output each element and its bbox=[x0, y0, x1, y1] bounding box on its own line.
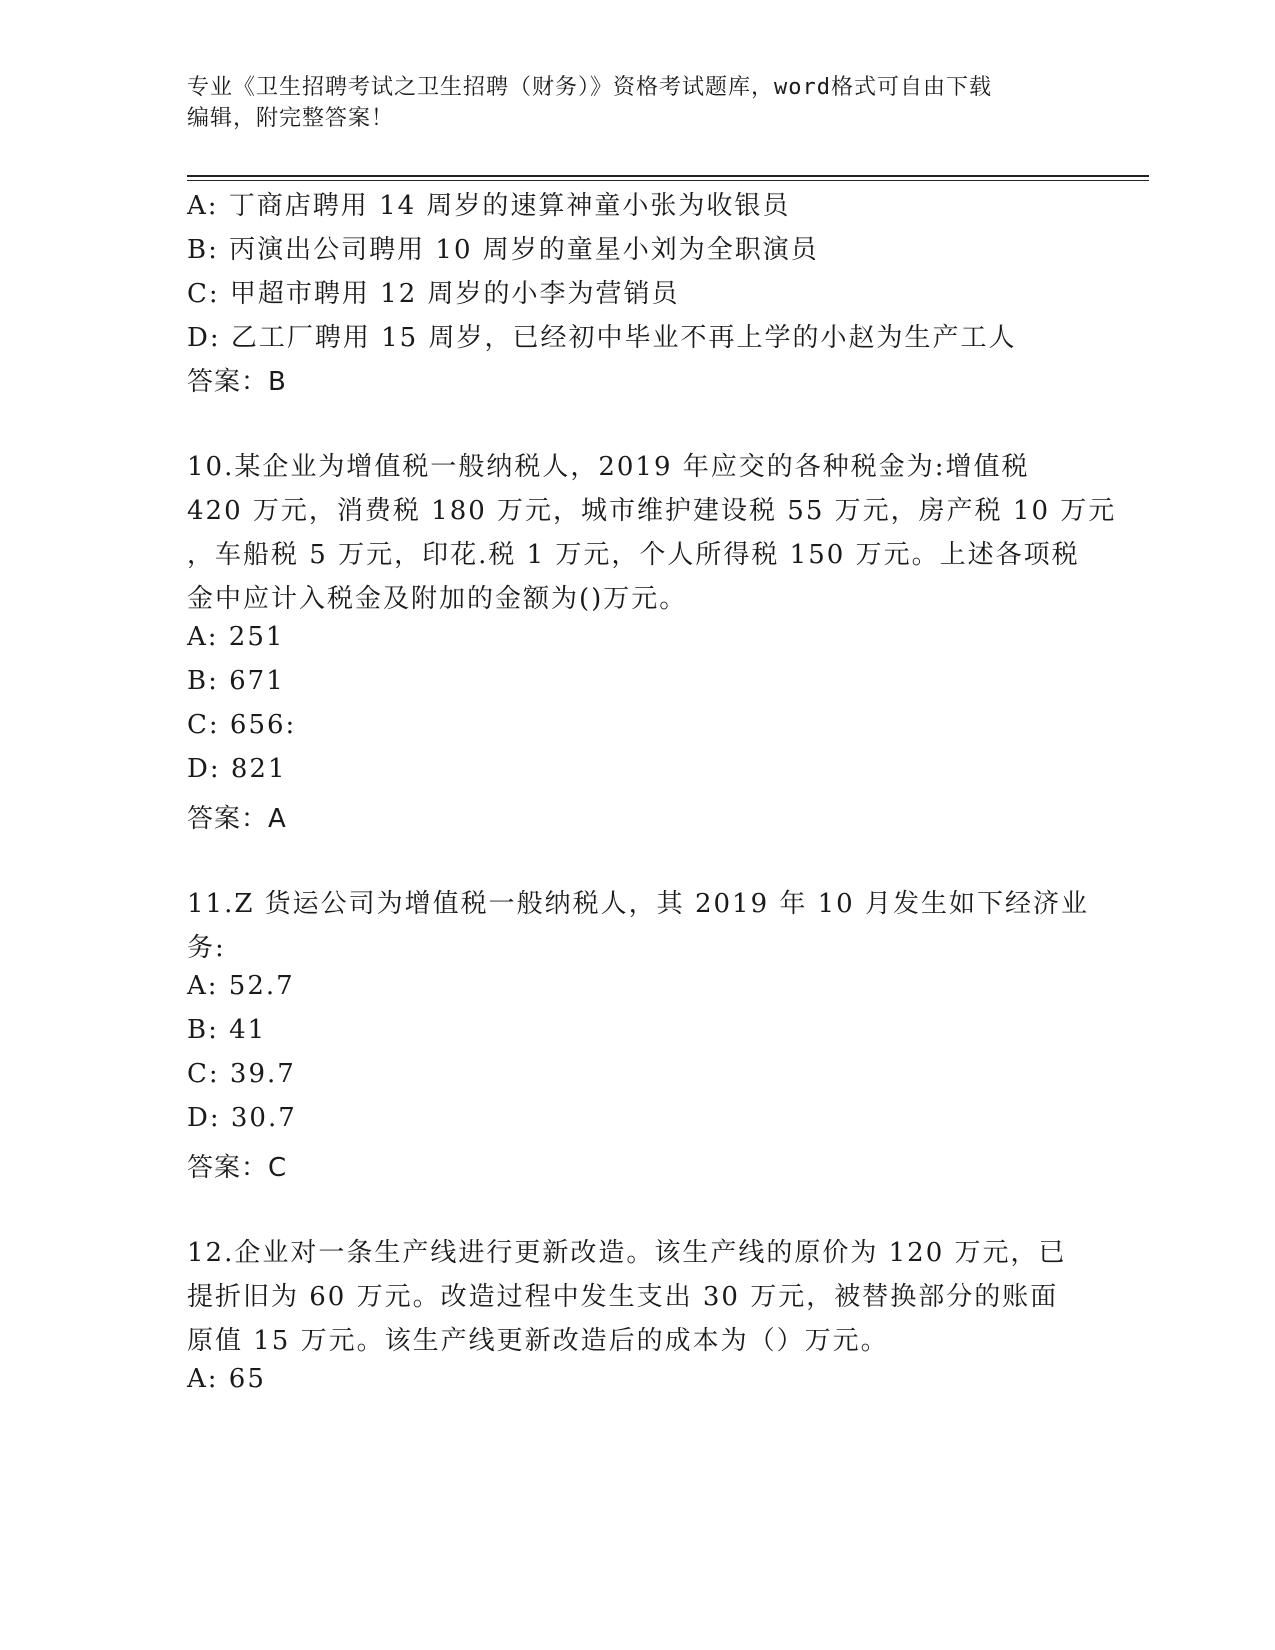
q12-stem-line-3: 原值 15 万元。该生产线更新改造后的成本为（）万元。 bbox=[187, 1326, 889, 1356]
q11-stem-line-2: 务: bbox=[187, 933, 226, 963]
q11-answer: 答案：C bbox=[187, 1153, 288, 1183]
q11-stem-line-1: 11.Z 货运公司为增值税一般纳税人，其 2019 年 10 月发生如下经济业 bbox=[187, 889, 1089, 919]
q10-stem-line-4: 金中应计入税金及附加的金额为()万元。 bbox=[187, 584, 688, 614]
header-rule-thick bbox=[187, 175, 1149, 177]
q11-option-c: C: 39.7 bbox=[187, 1059, 296, 1089]
header-rule-thin bbox=[187, 180, 1149, 181]
q11-option-b: B: 41 bbox=[187, 1015, 267, 1045]
q9-option-a: A: 丁商店聘用 14 周岁的速算神童小张为收银员 bbox=[187, 191, 791, 221]
q10-option-c: C: 656: bbox=[187, 710, 297, 740]
header-line-1: 专业《卫生招聘考试之卫生招聘（财务）》资格考试题库，word格式可自由下载 bbox=[187, 75, 992, 100]
q11-option-a: A: 52.7 bbox=[187, 971, 295, 1001]
q10-option-d: D: 821 bbox=[187, 754, 287, 784]
q9-option-d: D: 乙工厂聘用 15 周岁，已经初中毕业不再上学的小赵为生产工人 bbox=[187, 323, 1017, 353]
q11-option-d: D: 30.7 bbox=[187, 1103, 297, 1133]
q10-answer: 答案：A bbox=[187, 804, 287, 834]
q12-option-a: A: 65 bbox=[187, 1364, 266, 1394]
document-header bbox=[187, 72, 1087, 134]
q9-answer: 答案：B bbox=[187, 367, 287, 397]
q9-option-c: C: 甲超市聘用 12 周岁的小李为营销员 bbox=[187, 279, 680, 309]
header-line-2: 编辑，附完整答案！ bbox=[187, 106, 395, 131]
q12-stem-line-2: 提折旧为 60 万元。改造过程中发生支出 30 万元，被替换部分的账面 bbox=[187, 1282, 1059, 1312]
q10-option-a: A: 251 bbox=[187, 622, 285, 652]
q10-stem-line-2: 420 万元，消费税 180 万元，城市维护建设税 55 万元，房产税 10 万元 bbox=[187, 496, 1117, 526]
q10-stem-line-1: 10.某企业为增值税一般纳税人，2019 年应交的各种税金为:增值税 bbox=[187, 452, 1030, 482]
q10-stem-line-3: ，车船税 5 万元，印花.税 1 万元，个人所得税 150 万元。上述各项税 bbox=[187, 540, 1080, 570]
q10-option-b: B: 671 bbox=[187, 666, 285, 696]
q12-stem-line-1: 12.企业对一条生产线进行更新改造。该生产线的原价为 120 万元，已 bbox=[187, 1238, 1067, 1268]
q9-option-b: B: 丙演出公司聘用 10 周岁的童星小刘为全职演员 bbox=[187, 235, 819, 265]
